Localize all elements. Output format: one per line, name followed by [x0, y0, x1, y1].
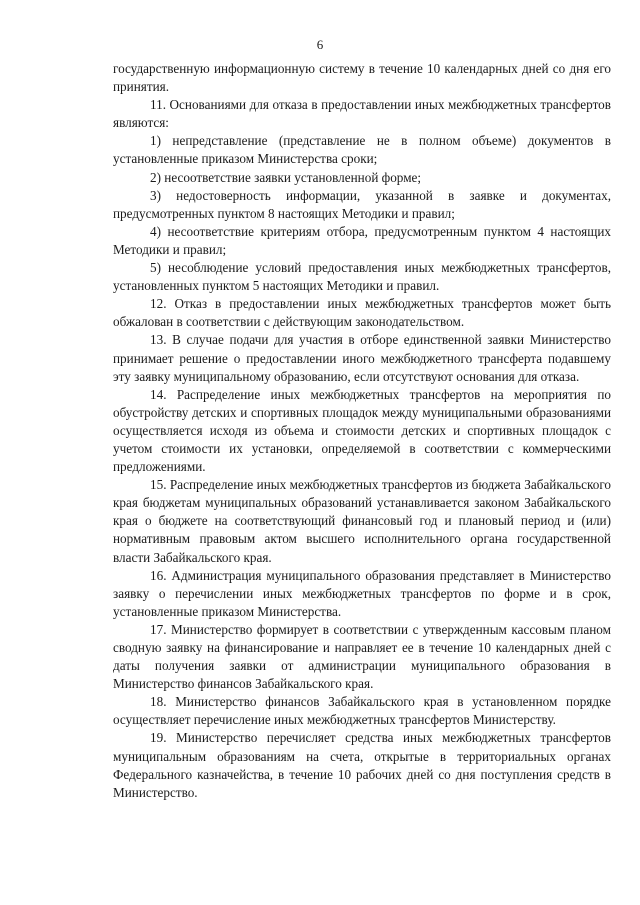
paragraph-12: 12. Отказ в предоставлении иных межбюджетных трансфертов может быть обжалован в соответствии с действующим законодательством.: [113, 296, 611, 330]
paragraph-13: 13. В случае подачи для участия в отборе единственной заявки Министерство принимает решение о предоставлении иного межбюджетного трансферта подавшему эту заявку муниципальному образованию, если отсутствуют основания для отказа.: [113, 332, 611, 384]
paragraph-15: 15. Распределение иных межбюджетных трансфертов из бюджета Забайкальского края бюджетам муниципальных образований устанавливается законом Забайкальского края о бюджете на соответствующий финансовый год и плановый период и (или) нормативным правовым актом высшего исполнительного органа государственной власти Забайкальского края.: [113, 477, 611, 565]
list-item-1: 1) непредставление (представление не в полном объеме) документов в установленные приказом Министерства сроки;: [113, 133, 611, 167]
paragraph-continuation: государственную информационную систему в течение 10 календарных дней со дня его принятия.: [113, 61, 611, 95]
paragraph-18: 18. Министерство финансов Забайкальского края в установленном порядке осуществляет перечисление иных межбюджетных трансфертов Министерству.: [113, 694, 611, 728]
paragraph-17: 17. Министерство формирует в соответствии с утвержденным кассовым планом сводную заявку на финансирование и направляет ее в течение 10 календарных дней с даты получения заявки от администрации муниципального образования в Министерство финансов Забайкальского края.: [113, 621, 611, 692]
paragraph-14: 14. Распределение иных межбюджетных трансфертов на мероприятия по обустройству детских и спортивных площадок между муниципальными образованиями осуществляется исходя из объема и стоимости детских и спортивных площадок с учетом стоимости их установки, определяемой в соответствии с коммерческими предложениями.: [113, 386, 611, 475]
list-item-4: 4) несоответствие критериям отбора, предусмотренным пунктом 4 настоящих Методики и правил;: [113, 223, 611, 257]
list-item-2: 2) несоответствие заявки установленной форме;: [150, 169, 422, 185]
paragraph-11: 11. Основаниями для отказа в предоставлении иных межбюджетных трансфертов являются:: [113, 97, 611, 131]
list-item-3: 3) недостоверность информации, указанной в заявке и документах, предусмотренных пунктом 8 настоящих Методики и правил;: [113, 187, 611, 221]
paragraph-19: 19. Министерство перечисляет средства иных межбюджетных трансфертов муниципальным образованиям на счета, открытые в территориальных органах Федерального казначейства, в течение 10 рабочих дней со дня поступления средств в Министерство.: [113, 730, 611, 800]
list-item-5: 5) несоблюдение условий предоставления иных межбюджетных трансфертов, установленных пунктом 5 настоящих Методики и правил.: [113, 260, 611, 294]
paragraph-16: 16. Администрация муниципального образования представляет в Министерство заявку о перечислении иных межбюджетных трансфертов по форме и в срок, установленные приказом Министерства.: [113, 567, 611, 619]
document-body: [113, 60, 611, 802]
page-number: 6: [316, 37, 324, 52]
